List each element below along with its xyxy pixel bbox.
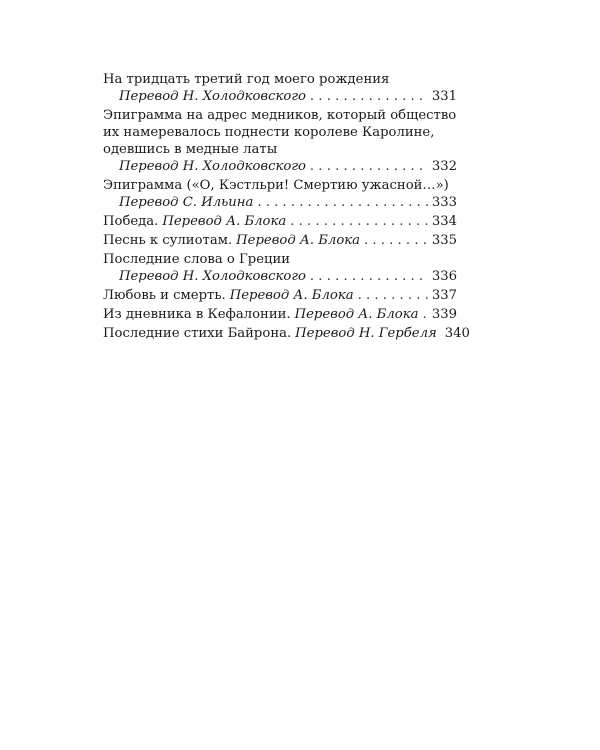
leader-dots bbox=[422, 306, 427, 323]
page-number: 334 bbox=[431, 214, 457, 229]
leader-dots bbox=[310, 88, 428, 105]
page-number: 332 bbox=[431, 159, 457, 174]
page-number: 339 bbox=[431, 307, 457, 322]
entry-translator: Перевод А. Блока bbox=[294, 307, 419, 322]
toc-entry[interactable] bbox=[103, 287, 457, 304]
leader-dots bbox=[310, 158, 428, 175]
entry-translator: Перевод А. Блока bbox=[236, 233, 361, 248]
page-number: 333 bbox=[431, 195, 457, 210]
toc-entry[interactable] bbox=[103, 306, 457, 323]
page-number: 337 bbox=[431, 288, 457, 303]
toc-entry[interactable] bbox=[103, 71, 457, 105]
entry-title: Эпиграмма на адрес медников, который общество bbox=[103, 108, 457, 123]
toc-entry[interactable] bbox=[103, 232, 457, 249]
entry-title: Победа. bbox=[103, 214, 159, 229]
leader-dots bbox=[358, 287, 428, 304]
page-number: 340 bbox=[444, 326, 470, 341]
toc-entry[interactable] bbox=[103, 325, 470, 342]
entry-title: Песнь к сулиотам. bbox=[103, 233, 233, 248]
toc-entry[interactable] bbox=[103, 213, 457, 230]
toc-entry[interactable] bbox=[103, 107, 457, 175]
entry-title: Последние стихи Байрона. bbox=[103, 326, 292, 341]
entry-translator: Перевод Н. Холодковского bbox=[119, 89, 306, 104]
page-number: 336 bbox=[431, 269, 457, 284]
table-of-contents bbox=[103, 71, 470, 344]
entry-translator: Перевод Н. Гербеля bbox=[295, 326, 437, 341]
toc-entry[interactable] bbox=[103, 251, 457, 285]
entry-title: одевшись в медные латы bbox=[103, 142, 278, 157]
leader-dots bbox=[364, 232, 428, 249]
entry-translator: Перевод С. Ильина bbox=[119, 195, 254, 210]
page-number: 335 bbox=[431, 233, 457, 248]
toc-entry[interactable] bbox=[103, 177, 457, 211]
entry-title: Эпиграмма («О, Кэстльри! Смертию ужасной…») bbox=[103, 178, 449, 193]
leader-dots bbox=[310, 268, 428, 285]
page-number: 331 bbox=[431, 89, 457, 104]
leader-dots bbox=[290, 213, 428, 230]
entry-translator: Перевод Н. Холодковского bbox=[119, 159, 306, 174]
leader-dots bbox=[257, 194, 428, 211]
entry-translator: Перевод Н. Холодковского bbox=[119, 269, 306, 284]
entry-title: Любовь и смерть. bbox=[103, 288, 226, 303]
entry-translator: Перевод А. Блока bbox=[162, 214, 287, 229]
entry-title: их намеревалось поднести королеве Каролине, bbox=[103, 125, 435, 140]
entry-title: На тридцать третий год моего рождения bbox=[103, 72, 390, 87]
entry-title: Последние слова о Греции bbox=[103, 252, 291, 267]
entry-translator: Перевод А. Блока bbox=[229, 288, 354, 303]
entry-title: Из дневника в Кефалонии. bbox=[103, 307, 291, 322]
